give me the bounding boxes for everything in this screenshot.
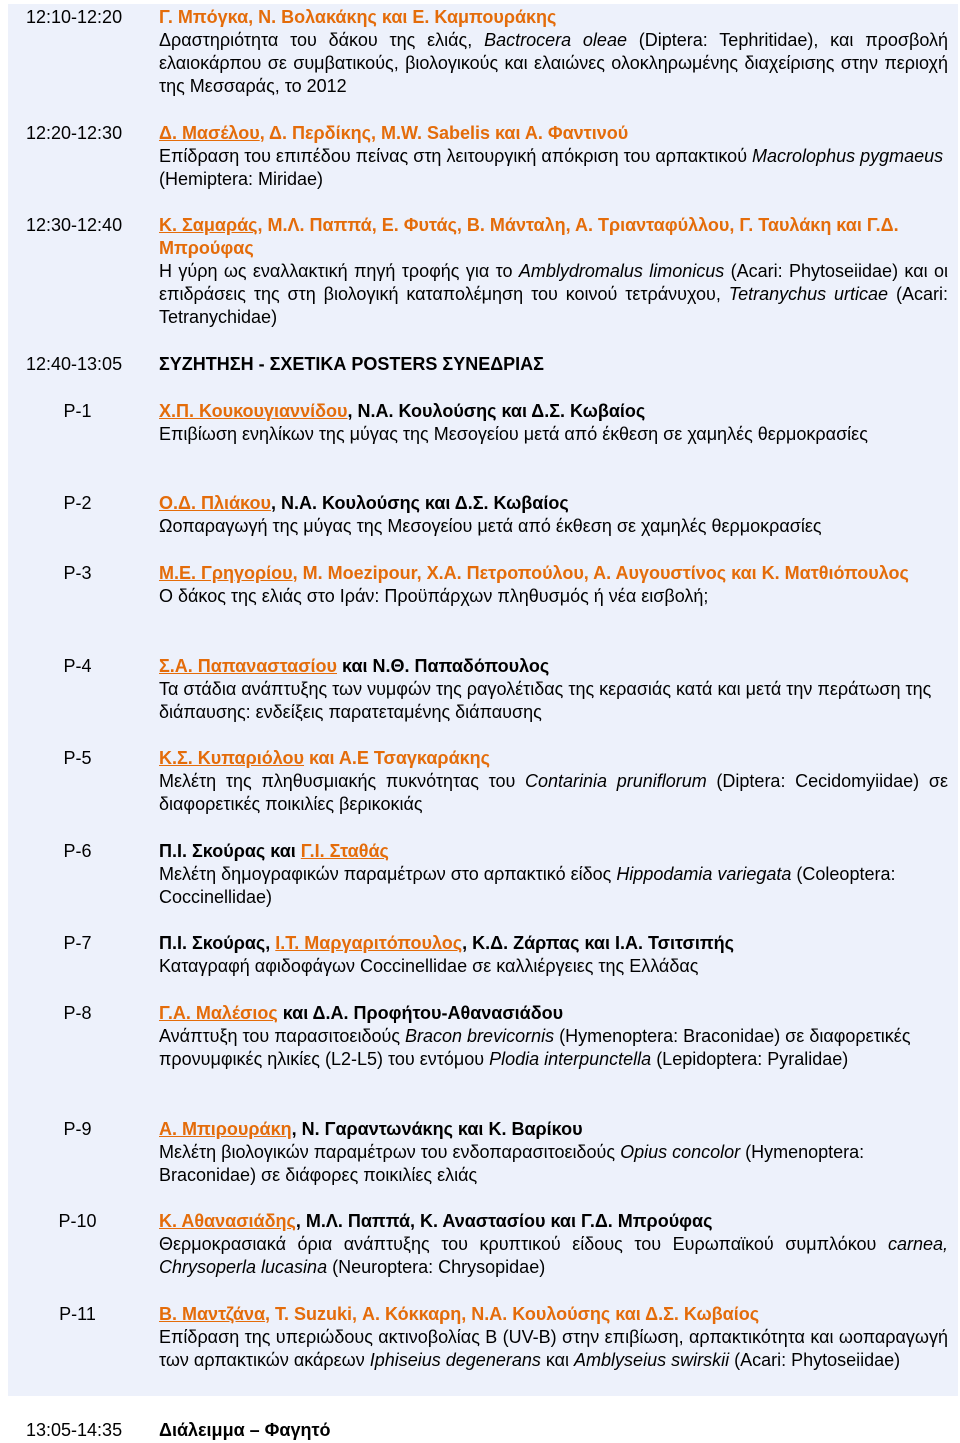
poster-authors: Ο.Δ. Πλιάκου, Ν.Α. Κουλούσης και Δ.Σ. Κωβαίος [159,493,569,513]
poster-authors: Π.Ι. Σκούρας και Γ.Ι. Σταθάς [159,841,389,861]
poster-title: Ωοπαραγωγή της μύγας της Μεσογείου μετά από έκθεση σε χαμηλές θερμοκρασίες [159,516,822,536]
poster-authors: Κ.Σ. Κυπαριόλου και Α.Ε Τσαγκαράκης [159,748,491,768]
poster-code: P-8 [63,1003,92,1023]
poster-code: P-10 [58,1211,97,1231]
talk-content [159,122,948,191]
poster-code: P-4 [63,656,92,676]
poster-title: Επιβίωση ενηλίκων της μύγας της Μεσογείου μετά από έκθεση σε χαμηλές θερμοκρασίες [159,424,868,444]
talk-authors: Κ. Σαμαράς, Μ.Λ. Παππά, Ε. Φυτάς, Β. Μάνταλη, Α. Τριανταφύλλου, Γ. Ταυλάκη και Γ.Δ. Μπρούφας [159,215,899,258]
talk-time: 12:10-12:20 [26,7,123,27]
poster-code: P-2 [63,493,92,513]
poster-title: Μελέτη της πληθυσμιακής πυκνότητας του Contarinia pruniflorum (Diptera: Cecidomyiidae) σε διαφορετικές ποικιλίες βερικοκιάς [159,771,948,814]
poster-title: Θερμοκρασιακά όρια ανάπτυξης του κρυπτικού είδους του Ευρωπαϊκού συμπλόκου carnea, Chrysoperla lucasina (Neuroptera: Chrysopidae) [159,1234,948,1277]
poster-code: P-1 [63,401,92,421]
talk-content [159,214,948,329]
talk-title: Δραστηριότητα του δάκου της ελιάς, Bactrocera oleae (Diptera: Tephritidae), και προσβολή ελαιοκάρπου σε συμβατικούς, βιολογικούς και ελαιώνες ολοκληρωμένης διαχείρισης στην περιοχή της Μεσσαράς, το 2012 [159,30,948,96]
poster-authors: Χ.Π. Κουκουγιαννίδου, Ν.Α. Κουλούσης και Δ.Σ. Κωβαίος [159,401,646,421]
poster-authors: Κ. Αθανασιάδης, Μ.Λ. Παππά, Κ. Αναστασίου και Γ.Δ. Μπρούφας [159,1211,713,1231]
poster-content [159,1002,948,1071]
talk-time: 12:20-12:30 [26,123,123,143]
poster-authors: Μ.Ε. Γρηγορίου, M. Moezipour, Χ.Α. Πετροπούλου, Α. Αυγουστίνος και Κ. Ματθιόπουλος [159,563,909,583]
poster-code: P-11 [59,1304,96,1324]
poster-code: P-7 [63,933,92,953]
talk-title: Η γύρη ως εναλλακτική πηγή τροφής για το Amblydromalus limonicus (Acari: Phytoseiidae) και οι επιδράσεις της στη βιολογική καταπολέμηση του κοινού τετράνυχου, Tetranychus urticae (Acari: Tetranychidae) [159,261,948,327]
poster-content [159,655,948,724]
poster-content [159,1118,948,1187]
lunch-time: 13:05-14:35 [26,1420,123,1440]
poster-authors: Α. Μπιρουράκη, Ν. Γαραντωνάκης και Κ. Βαρίκου [159,1119,583,1139]
poster-code: P-5 [63,748,92,768]
poster-title: Μελέτη βιολογικών παραμέτρων του ενδοπαρασιτοειδούς Opius concolor (Hymenoptera: Braconidae) σε διάφορες ποικιλίες ελιάς [159,1142,865,1185]
lunch-label: Διάλειμμα – Φαγητό [159,1420,331,1440]
poster-code: P-3 [63,563,92,583]
poster-content [159,492,948,538]
poster-authors: Π.Ι. Σκούρας, Ι.Τ. Μαργαριτόπουλος, Κ.Δ. Ζάρπας και Ι.Α. Τσιτσιπής [159,933,734,953]
poster-content [159,562,948,608]
poster-title: Καταγραφή αφιδοφάγων Coccinellidae σε καλλιέργειες της Ελλάδας [159,956,699,976]
session-time: 12:40-13:05 [26,354,123,374]
talk-content [159,6,948,98]
poster-code: P-9 [63,1119,92,1139]
poster-title: Επίδραση της υπεριώδους ακτινοβολίας Β (UV-B) στην επιβίωση, αρπακτικότητα και ωοπαραγωγή των αρπακτικών ακάρεων Iphiseius degenerans και Amblyseius swirskii (Acari: Phytoseiidae) [159,1327,948,1370]
poster-title: Ανάπτυξη του παρασιτοειδούς Bracon brevicornis (Hymenoptera: Braconidae) σε διαφορετικές προνυμφικές ηλικίες (L2-L5) του εντόμου Plodia interpunctella (Lepidoptera: Pyralidae) [159,1026,911,1069]
poster-content [159,840,948,909]
session-label: ΣΥΖΗΤΗΣΗ - ΣΧΕΤΙΚΑ POSTERS ΣΥΝΕΔΡΙΑΣ [159,354,544,374]
poster-title: Ο δάκος της ελιάς στο Ιράν: Προϋπάρχων πληθυσμός ή νέα εισβολή; [159,586,709,606]
talk-authors: Γ. Μπόγκα, Ν. Βολακάκης και Ε. Καμπουράκης [159,7,557,27]
poster-title: Μελέτη δημογραφικών παραμέτρων στο αρπακτικό είδος Hippodamia variegata (Coleoptera: Coccinellidae) [159,864,896,907]
talk-time: 12:30-12:40 [26,215,123,235]
poster-content [159,1210,948,1279]
poster-authors: Β. Μαντζάνα, T. Suzuki, Α. Κόκκαρη, Ν.Α. Κουλούσης και Δ.Σ. Κωβαίος [159,1304,760,1324]
poster-code: P-6 [63,841,92,861]
talk-authors: Δ. Μασέλου, Δ. Περδίκης, M.W. Sabelis και Α. Φαντινού [159,123,629,143]
poster-authors: Γ.Α. Μαλέσιος και Δ.Α. Προφήτου-Αθανασιάδου [159,1003,564,1023]
poster-authors: Σ.Α. Παπαναστασίου και Ν.Θ. Παπαδόπουλος [159,656,550,676]
poster-content [159,932,948,978]
talk-title: Επίδραση του επιπέδου πείνας στη λειτουργική απόκριση του αρπακτικού Macrolophus pygmaeus (Hemiptera: Miridae) [159,146,944,189]
poster-content [159,1303,948,1372]
poster-title: Τα στάδια ανάπτυξης των νυμφών της ραγολέτιδας της κερασιάς κατά και μετά την περάτωση της διάπαυσης: ενδείξεις παρατεταμένης διάπαυσης [159,679,932,722]
poster-content [159,747,948,816]
poster-content [159,400,948,446]
